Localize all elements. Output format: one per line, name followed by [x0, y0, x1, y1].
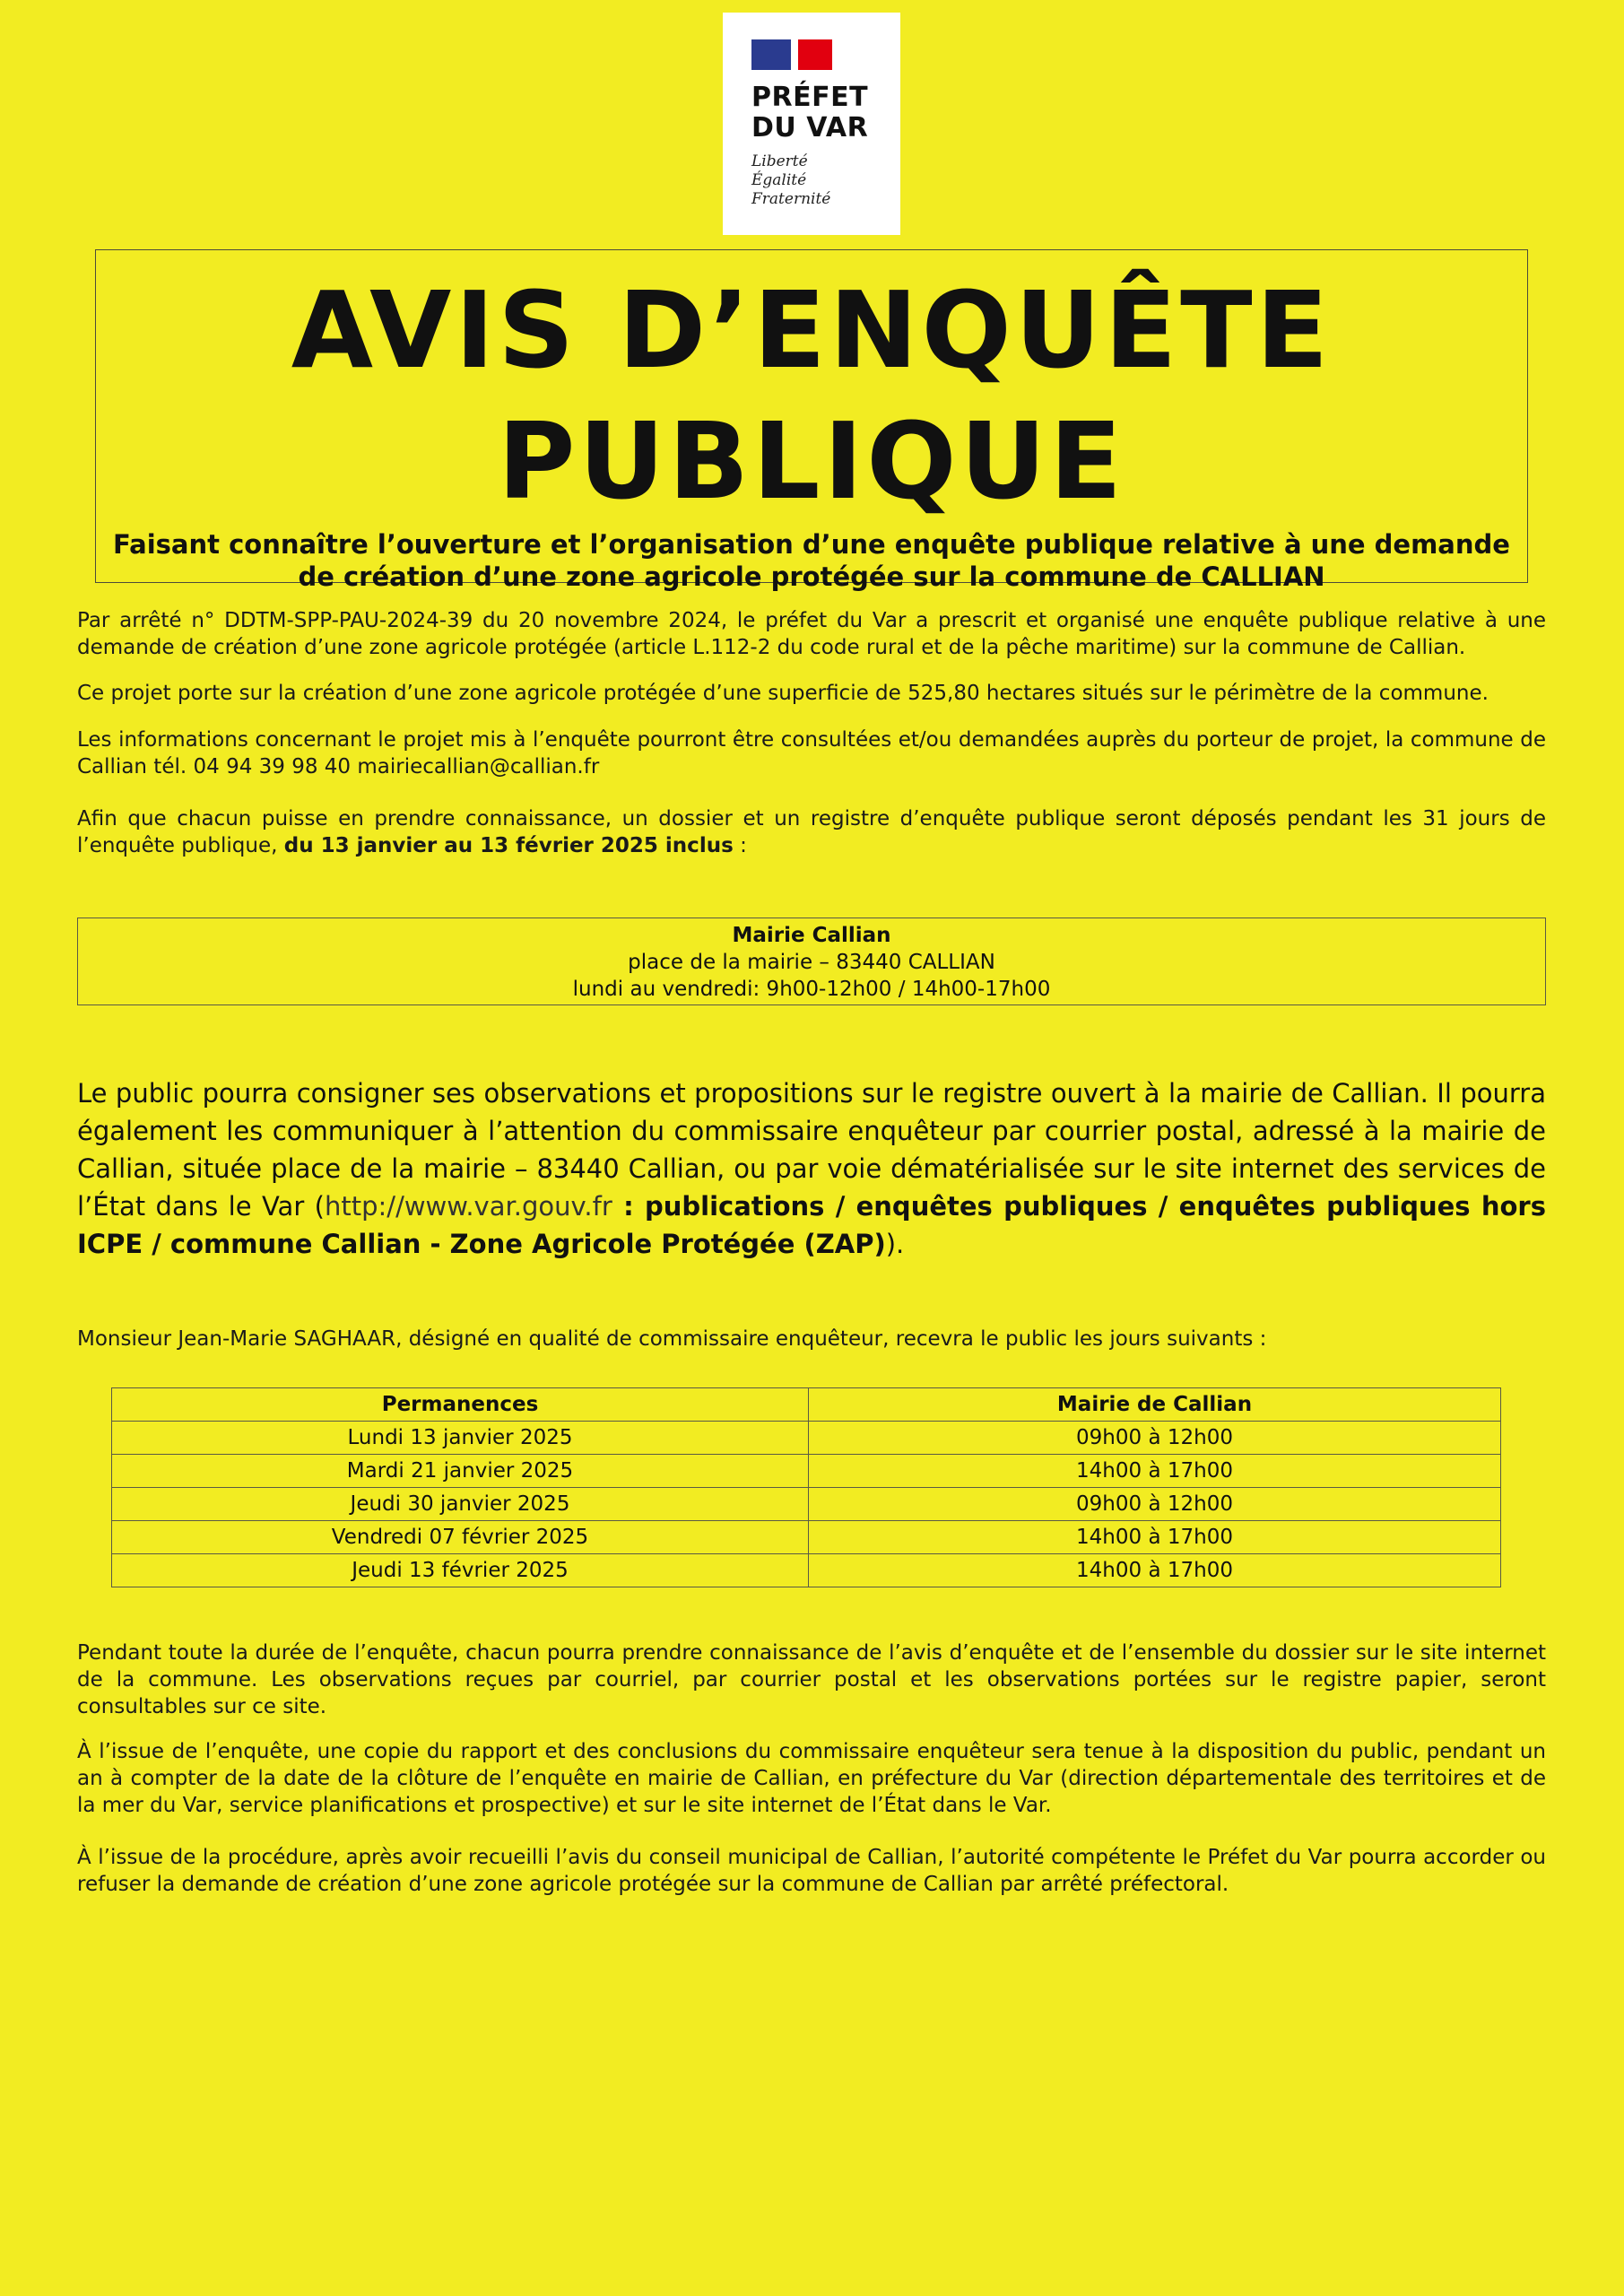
row-date: Jeudi 13 février 2025 [112, 1554, 809, 1587]
paragraph-dossier [77, 805, 1546, 859]
mairie-address: place de la mairie – 83440 CALLIAN [628, 951, 995, 974]
page-title [96, 265, 1527, 526]
row-hours: 14h00 à 17h00 [809, 1455, 1501, 1488]
prefet-du-var-logo [723, 13, 900, 235]
motto-fraternite: Fraternité [751, 190, 831, 208]
header-permanences: Permanences [112, 1388, 809, 1422]
row-hours: 14h00 à 17h00 [809, 1521, 1501, 1554]
paragraph-consultation: Pendant toute la durée de l’enquête, chacun pourra prendre connaissance de l’avis d’enquête et de l’ensemble du dossier sur le site internet de la commune. Les observations reçues par courriel, par courrier postal et les observations portées sur le registre papier, seront consultables sur ce site. [77, 1641, 1546, 1718]
table-row [112, 1422, 1501, 1455]
paragraph-public [77, 1074, 1546, 1263]
marianne-flag-icon [751, 39, 832, 70]
page-title-line1: AVIS D’ENQUÊTE [291, 268, 1333, 392]
public-path: : publications / enquêtes publiques / enquêtes publiques hors ICPE / commune Callian - Zone Agricole Protégée (ZAP) [77, 1191, 1546, 1259]
motto-liberte: Liberté [751, 152, 808, 170]
table-row [112, 1554, 1501, 1587]
table-header-row [112, 1388, 1501, 1422]
mairie-box [77, 918, 1546, 1005]
logo-title-line2: DU VAR [751, 112, 869, 144]
motto-egalite: Égalité [751, 171, 807, 189]
permanences-table [111, 1387, 1501, 1587]
page-title-line2: PUBLIQUE [497, 399, 1126, 523]
paragraph-rapport: À l’issue de l’enquête, une copie du rapport et des conclusions du commissaire enquêteur sera tenue à la disposition du public, pendant un an à compter de la date de la clôture de l’enquête en mairie de Callian, en préfecture du Var (direction départementale des territoires et de la mer du Var, service planifications et prospective) et sur le site internet de l’État dans le Var. [77, 1740, 1546, 1817]
row-hours: 09h00 à 12h00 [809, 1488, 1501, 1521]
row-date: Mardi 21 janvier 2025 [112, 1455, 809, 1488]
row-date: Lundi 13 janvier 2025 [112, 1422, 809, 1455]
var-gouv-link[interactable]: http://www.var.gouv.fr [325, 1191, 612, 1222]
logo-motto [751, 152, 900, 209]
mairie-name: Mairie Callian [732, 924, 891, 947]
title-box [95, 249, 1528, 592]
dossier-end: : [733, 834, 747, 857]
public-text: Le public pourra consigner ses observations et propositions sur le registre ouvert à la mairie de Callian. Il pourra également les communiquer à l’attention du commissaire enquêteur par courrier postal, adressé à la mairie de Callian, située place de la mairie – 83440 Callian, ou par voie dématérialisée sur le site internet des services de l’État dans le Var ( [77, 1078, 1546, 1222]
mairie-hours: lundi au vendredi: 9h00-12h00 / 14h00-17h00 [572, 978, 1051, 1001]
dossier-text: Afin que chacun puisse en prendre connaissance, un dossier et un registre d’enquête publique seront déposés pendant les 31 jours de l’enquête publique, [77, 807, 1546, 857]
paragraph-arrete: Par arrêté n° DDTM-SPP-PAU-2024-39 du 20 novembre 2024, le préfet du Var a prescrit et organisé une enquête publique relative à une demande de création d’une zone agricole protégée (article L.112-2 du code rural et de la pêche maritime) sur la commune de Callian. [77, 609, 1546, 659]
paragraph-projet: Ce projet porte sur la création d’une zone agricole protégée d’une superficie de 525,80 hectares situés sur le périmètre de la commune. [77, 682, 1489, 705]
header-mairie: Mairie de Callian [809, 1388, 1501, 1422]
table-row [112, 1488, 1501, 1521]
public-end: ). [885, 1229, 905, 1259]
page-subtitle: Faisant connaître l’ouverture et l’organisation d’une enquête publique relative à une demande de création d’une zone agricole protégée sur la commune de CALLIAN [113, 529, 1510, 592]
paragraph-informations: Les informations concernant le projet mis à l’enquête pourront être consultées et/ou demandées auprès du porteur de projet, la commune de Callian tél. 04 94 39 98 40 mairiecallian@callian.fr [77, 728, 1546, 778]
row-hours: 09h00 à 12h00 [809, 1422, 1501, 1455]
table-row [112, 1521, 1501, 1554]
dossier-dates: du 13 janvier au 13 février 2025 inclus [283, 834, 734, 857]
logo-title-line1: PRÉFET [751, 82, 869, 113]
row-date: Vendredi 07 février 2025 [112, 1521, 809, 1554]
table-row [112, 1455, 1501, 1488]
paragraph-procedure: À l’issue de la procédure, après avoir recueilli l’avis du conseil municipal de Callian, l’autorité compétente le Préfet du Var pourra accorder ou refuser la demande de création d’une zone agricole protégée sur la commune de Callian par arrêté préfectoral. [77, 1846, 1546, 1896]
row-hours: 14h00 à 17h00 [809, 1554, 1501, 1587]
paragraph-commissaire: Monsieur Jean-Marie SAGHAAR, désigné en qualité de commissaire enquêteur, recevra le public les jours suivants : [77, 1327, 1267, 1351]
row-date: Jeudi 30 janvier 2025 [112, 1488, 809, 1521]
